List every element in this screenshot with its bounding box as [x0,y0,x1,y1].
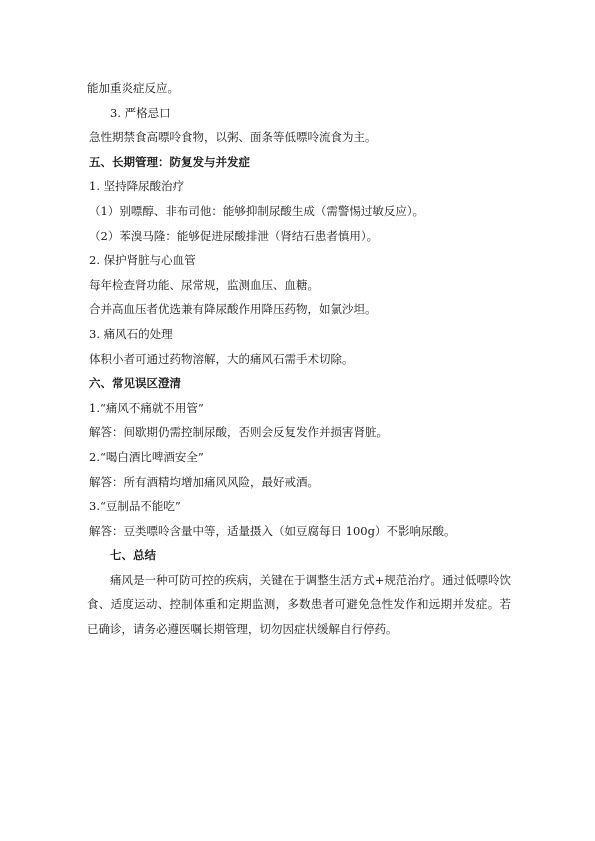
section-heading: 七、总结 [110,548,156,563]
section-heading: 五、长期管理：防复发与并发症 [89,154,250,169]
text-line: 合并高血压者优选兼有降尿酸作用降压药物，如氯沙坦。 [89,302,377,317]
subheading: 3. 严格忌口 [110,105,171,120]
text-line: 急性期禁食高嘌呤食物，以粥、面条等低嘌呤流食为主。 [89,130,377,145]
subheading: 1.“痛风不痛就不用管” [89,400,204,415]
document-body [87,76,511,642]
text-line: 解答：所有酒精均增加痛风风险，最好戒酒。 [89,474,319,489]
subheading: 2. 保护肾脏与心血管 [89,253,196,268]
text-line: 体积小者可通过药物溶解，大的痛风石需手术切除。 [89,351,354,366]
section-heading: 六、常见误区澄清 [89,376,181,391]
text-line: 能加重炎症反应。 [87,81,179,95]
subheading: 3.“豆制品不能吃” [89,499,181,514]
summary-paragraph: 痛风是一种可防可控的疾病，关键在于调整生活方式+规范治疗。通过低嘌呤饮食、适度运动、控制体重和定期监测，多数患者可避免急性发作和远期并发症。若已确诊，请务必遵医嘱长期管理，切勿因症状缓解自行停药。 [87,572,511,637]
text-line: 每年检查肾功能、尿常规，监测血压、血糖。 [89,277,319,292]
subheading: 1. 坚持降尿酸治疗 [89,179,185,194]
subheading: 2.“喝白酒比啤酒安全” [89,449,204,464]
text-line: （2）苯溴马隆：能够促进尿酸排泄（肾结石患者慎用）。 [89,228,379,243]
subheading: 3. 痛风石的处理 [89,326,173,341]
text-line: 解答：间歇期仍需控制尿酸，否则会反复发作并损害肾脏。 [89,425,388,440]
text-line: （1）别嘌醇、非布司他：能够抑制尿酸生成（需警惕过敏反应）。 [89,203,425,218]
text-line: 解答：豆类嘌呤含量中等，适量摄入（如豆腐每日 100g）不影响尿酸。 [89,523,456,538]
